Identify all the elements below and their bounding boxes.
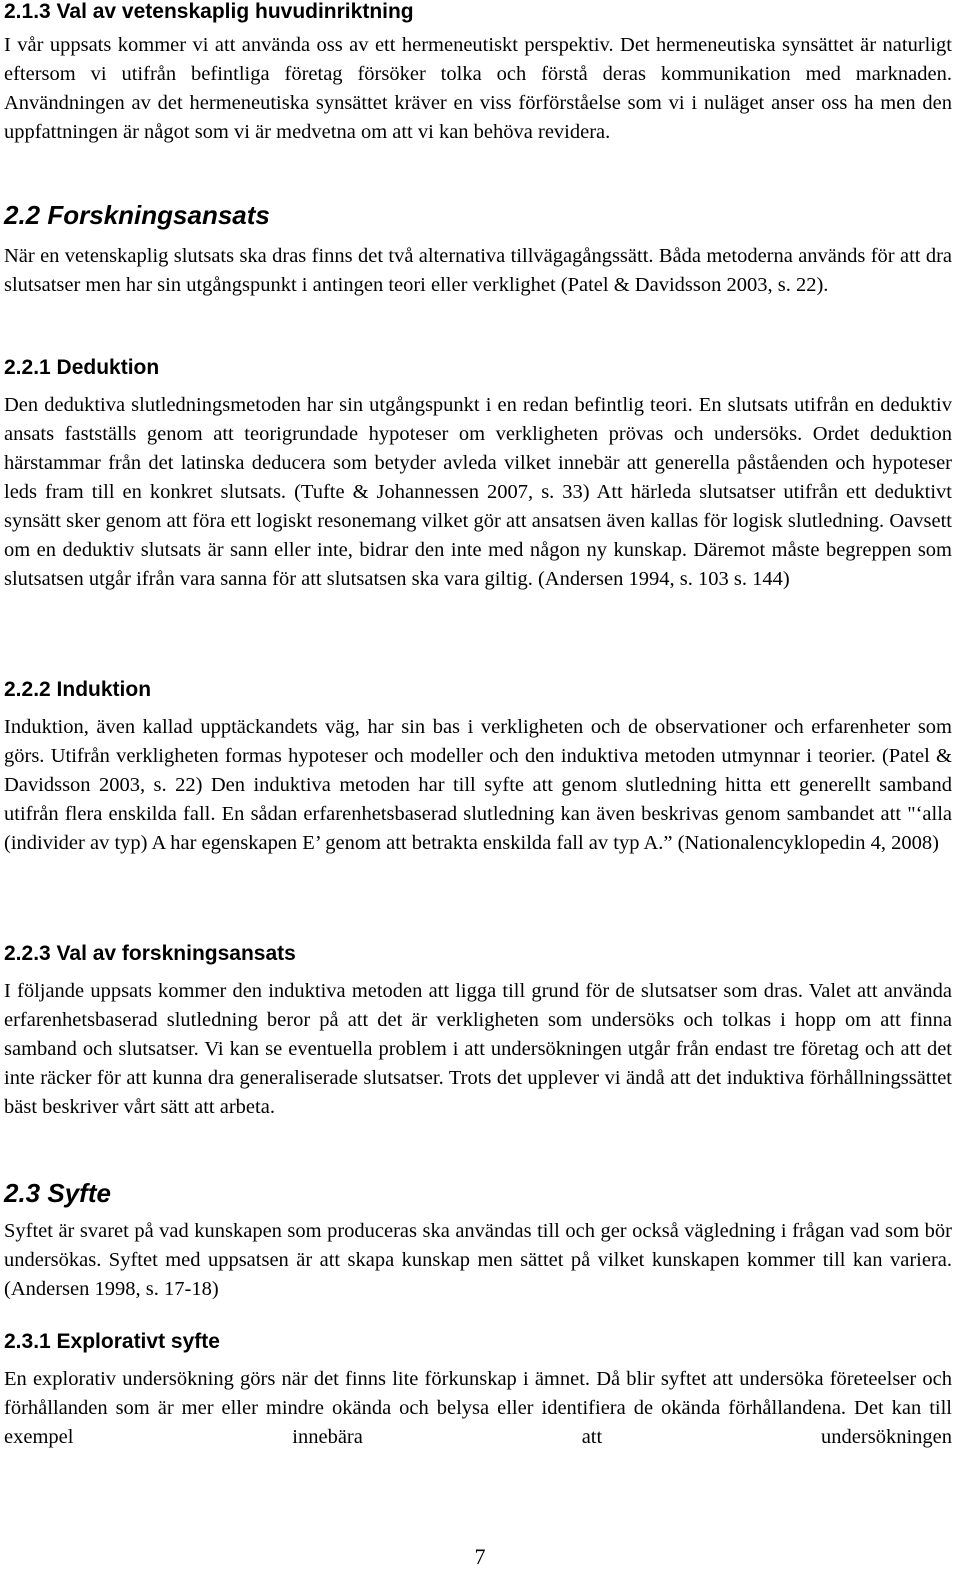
section-paragraph: Syftet är svaret på vad kunskapen som produceras ska användas till och ger också vägledning i frågan vad som bör undersökas. Syftet med uppsatsen är att skapa kunskap men sättet på vilket kunskapen kommer till kan variera. (Andersen 1998, s. 17-18) bbox=[4, 1220, 952, 1300]
section-heading: 2.2.1 Deduktion bbox=[4, 356, 160, 379]
section-paragraph: I vår uppsats kommer vi att använda oss av ett hermeneutiskt perspektiv. Det hermeneutiska synsättet är naturligt eftersom vi utifrån befintliga företag försöker tolka och förstå deras kommunikation med marknaden. Användningen av det hermeneutiska synsättet kräver en viss förförståelse som vi i nuläget anser oss ha men den uppfattningen är något som vi är medvetna om att vi kan behöva revidera. bbox=[4, 34, 952, 143]
section-paragraph: En explorativ undersökning görs när det finns lite förkunskap i ämnet. Då blir syftet att undersöka företeelser och förhållanden som är mer eller mindre okända och belysa eller identifiera de okända förhållandena. Det kan till exempel innebära att undersökningen bbox=[4, 1368, 952, 1448]
section-2-3-1 bbox=[4, 1330, 952, 1452]
section-heading: 2.1.3 Val av vetenskaplig huvudinriktning bbox=[4, 0, 414, 23]
section-paragraph: När en vetenskaplig slutsats ska dras finns det två alternativa tillvägagångssätt. Båda metoderna används för att dra slutsatser men har sin utgångspunkt i antingen teori eller verklighet (Patel & Davidsson 2003, s. 22). bbox=[4, 245, 952, 296]
section-2-3 bbox=[4, 1178, 952, 1304]
section-heading: 2.3 Syfte bbox=[4, 1178, 111, 1208]
section-2-2 bbox=[4, 200, 952, 300]
page-number: 7 bbox=[474, 1544, 486, 1569]
section-paragraph: Den deduktiva slutledningsmetoden har sin utgångspunkt i en redan befintlig teori. En slutsats utifrån en deduktiv ansats fastställs genom att teorigrundade hypoteser om verkligheten prövas och undersöks. Ordet deduktion härstammar från det latinska deducera som betyder avleda vilket innebär att generella påståenden och hypoteser leds fram till en konkret slutsats. (Tufte & Johannessen 2007, s. 33) Att härleda slutsatser utifrån ett deduktivt synsätt sker genom att föra ett logiskt resonemang vilket gör att ansatsen även kallas för logisk slutledning. Oavsett om en deduktiv slutsats är sann eller inte, bidrar den inte med någon ny kunskap. Däremot måste begreppen som slutsatsen utgår ifrån vara sanna för att slutsatsen ska vara giltig. (Andersen 1994, s. 103 s. 144) bbox=[4, 394, 952, 590]
section-2-2-3 bbox=[4, 942, 952, 1122]
section-heading: 2.2 Forskningsansats bbox=[4, 200, 270, 230]
section-2-2-2 bbox=[4, 678, 952, 858]
section-heading: 2.2.2 Induktion bbox=[4, 678, 152, 701]
section-paragraph: Induktion, även kallad upptäckandets väg, har sin bas i verkligheten och de observationer och erfarenheter som görs. Utifrån verkligheten formas hypoteser och modeller och den induktiva metoden utmynnar i teorier. (Patel & Davidsson 2003, s. 22) Den induktiva metoden har till syfte att genom slutledning hitta ett generellt samband utifrån flera enskilda fall. En sådan erfarenhetsbaserad slutledning kan även beskrivas genom sambandet att "‘alla (individer av typ) A har egenskapen E’ genom att betrakta enskilda fall av typ A.” (Nationalencyklopedin 4, 2008) bbox=[4, 716, 952, 854]
section-heading: 2.3.1 Explorativt syfte bbox=[4, 1330, 220, 1353]
section-paragraph: I följande uppsats kommer den induktiva metoden att ligga till grund för de slutsatser som dras. Valet att använda erfarenhetsbaserad slutledning beror på att det är verkligheten som undersöks och tolkas i hopp om att finna samband och slutsatser. Vi kan se eventuella problem i att undersökningen utgår från endast tre företag och att det inte räcker för att kunna dra generaliserade slutsatser. Trots det upplever vi ändå att det induktiva förhållningssättet bäst beskriver vårt sätt att arbeta. bbox=[4, 980, 952, 1118]
section-2-2-1 bbox=[4, 356, 952, 594]
section-heading: 2.2.3 Val av forskningsansats bbox=[4, 942, 296, 965]
section-2-1-3 bbox=[4, 0, 952, 147]
